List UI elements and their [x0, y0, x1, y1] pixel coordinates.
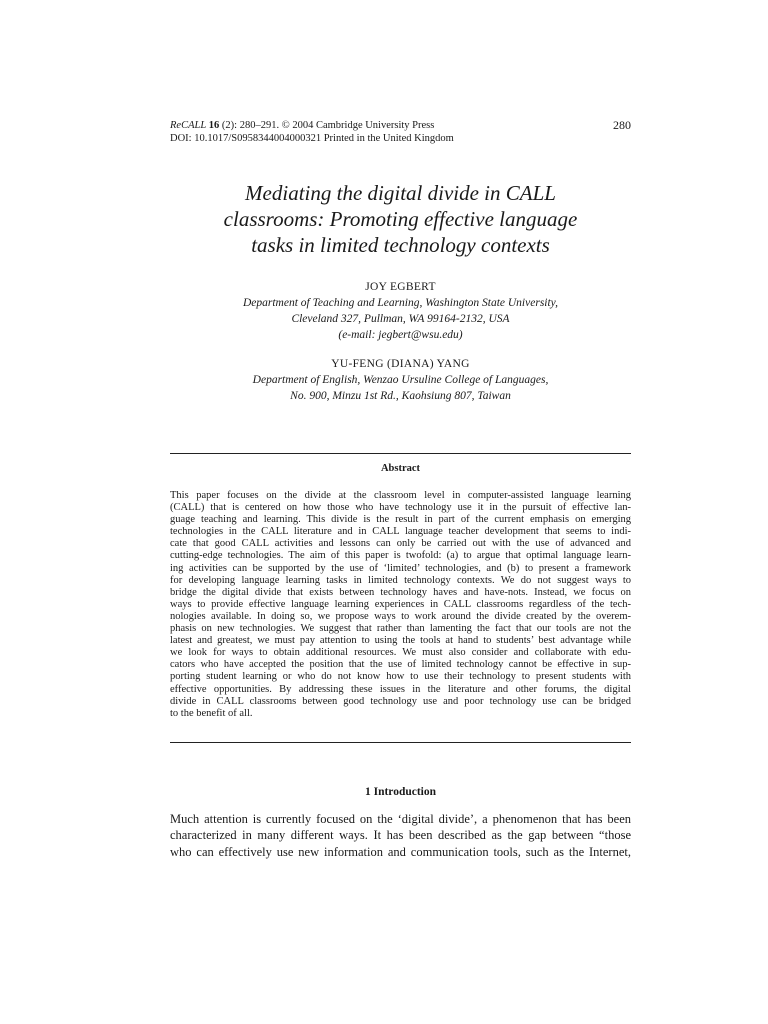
- abstract-top-rule: [170, 453, 631, 454]
- abstract-line: ways to provide effective language learning experiences in CALL classrooms regardless of the tech-: [170, 598, 631, 610]
- title-line: Mediating the digital divide in CALL: [245, 181, 556, 205]
- body-line: who can effectively use new information and communication tools, such as the Internet,: [170, 844, 631, 859]
- abstract-line: porting student learning or who do not know how to use their technology to present students with: [170, 671, 631, 683]
- abstract-bottom-rule: [170, 742, 631, 743]
- paper-title: [160, 180, 641, 258]
- abstract-line: cate that good CALL activities and lessons can only be carried out with the use of advanced and: [170, 538, 631, 550]
- citation-line: [170, 119, 631, 132]
- paper-page: [170, 0, 631, 1024]
- journal-volume: 16: [208, 120, 220, 131]
- author-address: Cleveland 327, Pullman, WA 99164-2132, USA: [291, 313, 510, 325]
- author-affiliation: Department of Teaching and Learning, Washington State University,: [242, 297, 559, 309]
- author-affiliation: Department of English, Wenzao Ursuline College of Languages,: [252, 374, 549, 386]
- abstract-line: (CALL) that is centered on how those who have technology use it in the pursuit of effective lan-: [170, 502, 631, 514]
- abstract-line: ing activities can be supported by the use of ‘limited’ technologies, and (b) to present a framework: [170, 562, 631, 574]
- doi-line: DOI: 10.1017/S0958344004000321 Printed in the United Kingdom: [170, 133, 454, 144]
- abstract-line: bridge the digital divide that exists between technology haves and have-nots. Instead, we focus on: [170, 586, 631, 598]
- abstract-line: phasis on new technologies. We suggest that rather than lamenting the fact that our tools are not the: [170, 623, 631, 635]
- abstract-line: cators who have accepted the position that the use of limited technology cannot be effective in sup-: [170, 659, 631, 671]
- section-heading-introduction: 1 Introduction: [364, 786, 437, 798]
- abstract-heading: Abstract: [380, 463, 421, 474]
- body-line: Much attention is currently focused on the ‘digital divide’, a phenomenon that has been: [170, 812, 631, 826]
- abstract-line: to the benefit of all.: [170, 707, 253, 719]
- author-address: No. 900, Minzu 1st Rd., Kaohsiung 807, Taiwan: [290, 390, 511, 402]
- title-line: tasks in limited technology contexts: [251, 233, 550, 257]
- author-name: YU-FENG (DIANA) YANG: [331, 358, 470, 370]
- abstract-line: technologies in the CALL literature and in CALL language teacher development that seems to indi-: [170, 526, 631, 538]
- title-line: classrooms: Promoting effective language: [223, 207, 578, 231]
- journal-name: ReCALL: [170, 120, 207, 131]
- author-block-egbert: [170, 279, 631, 343]
- abstract-line: nologies available. In doing so, we propose ways to work around the divide created by the overem-: [170, 610, 631, 622]
- abstract-line: latest and greatest, we must pay attention to using the tools at hand to students’ best advantage while: [170, 635, 631, 647]
- abstract-line: for developing language learning tasks in limited technology contexts. We do not suggest ways to: [170, 574, 631, 586]
- abstract-line: effective opportunities. By addressing these issues in the literature and other forums, the digital: [170, 683, 631, 695]
- body-line: characterized in many different ways. It has been described as the gap between “those: [170, 828, 631, 843]
- introduction-body: [170, 811, 631, 860]
- author-name: JOY EGBERT: [365, 281, 436, 293]
- issue-pages: (2): 280–291.: [221, 120, 280, 131]
- page-number: 280: [613, 118, 631, 132]
- abstract-line: we look for ways to obtain additional resources. We must also consider and collaborate with edu-: [170, 647, 631, 659]
- author-email: (e-mail: jegbert@wsu.edu): [338, 329, 463, 341]
- abstract-body: [170, 490, 631, 720]
- abstract-line: This paper focuses on the divide at the classroom level in computer-assisted language learning: [170, 490, 631, 501]
- journal-header: [170, 119, 631, 145]
- abstract-line: guage teaching and learning. This divide is the result in part of the current emphasis on emerging: [170, 514, 631, 526]
- abstract-line: divide in CALL classrooms between good technology use and poor technology use can be bridged: [170, 695, 631, 707]
- abstract-line: cutting-edge technologies. The aim of this paper is twofold: (a) to argue that optimal language learn-: [170, 550, 631, 562]
- author-block-yang: [170, 356, 631, 404]
- copyright-notice: © 2004 Cambridge University Press: [281, 120, 435, 131]
